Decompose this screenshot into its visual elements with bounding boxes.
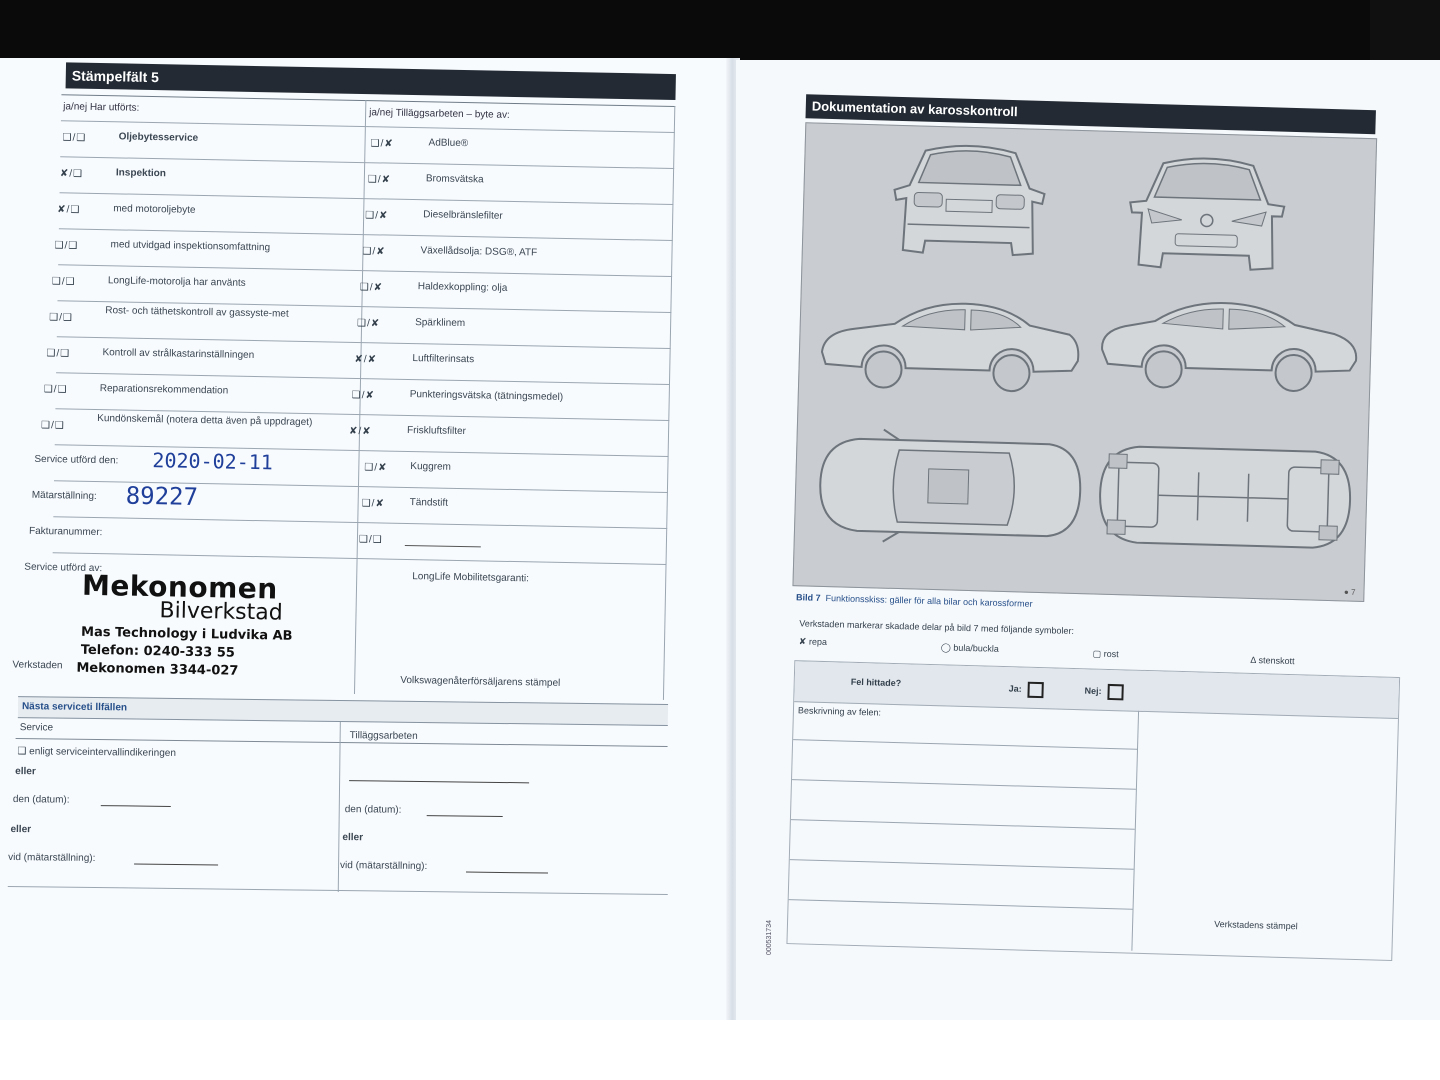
symbol-rust: ▢ rost xyxy=(1092,648,1119,660)
yes-checkbox[interactable] xyxy=(1027,682,1043,698)
done-checkbox[interactable]: ❑/❑ xyxy=(43,383,68,396)
extra-work-checkbox[interactable]: ❑/✘ xyxy=(370,138,394,150)
done-checkbox[interactable]: ✘/❑ xyxy=(57,204,81,216)
ns-interval: ❑ enligt serviceintervallindikeringen xyxy=(17,746,176,759)
extra-work-label: Friskluftsfilter xyxy=(406,424,467,438)
stamp-reg: Mekonomen 3344-027 xyxy=(76,660,239,679)
done-label: Oljebytesservice xyxy=(118,131,199,144)
ns-mileage: vid (mätarställning): xyxy=(8,851,96,865)
done-label: Kontroll av strålkastarinställningen xyxy=(102,347,255,362)
extra-work-label: Haldexkoppling: olja xyxy=(417,281,508,294)
row-service-date: Service utförd den: 2020-02-11 ❑/✘ Kuggrem xyxy=(54,444,669,493)
done-label: Inspektion xyxy=(115,167,167,180)
fault-description-label: Beskrivning av felen: xyxy=(797,705,882,718)
extra-work-checkbox[interactable]: ✘/✘ xyxy=(354,353,378,366)
background-dark-top xyxy=(0,0,1440,62)
done-label: med utvidgad inspektionsomfattning xyxy=(110,239,271,254)
done-label: Rost- och täthetskontroll av gassyste-met xyxy=(105,305,289,320)
car-top-view xyxy=(807,424,1090,552)
extra-work-label: Dieselbränslefilter xyxy=(423,209,503,222)
car-diagram xyxy=(792,122,1377,602)
car-rear-view xyxy=(882,140,1056,275)
col-left-header: ja/nej Har utförts: xyxy=(63,101,140,114)
left-page xyxy=(0,58,735,1020)
extra-work-label: AdBlue® xyxy=(428,137,469,150)
done-checkbox[interactable]: ❑/❑ xyxy=(46,348,71,360)
stamp-bilverkstad: Bilverkstad xyxy=(159,598,283,626)
next-service-col1: Service xyxy=(19,722,54,734)
car-side-right-view xyxy=(1093,291,1366,398)
symbol-scratch: ✘ repa xyxy=(798,636,828,648)
car-front-view xyxy=(1120,152,1294,287)
done-label: Kundönskemål (notera detta även på uppdraget) xyxy=(97,413,313,429)
done-checkbox[interactable]: ❑/❑ xyxy=(51,276,76,288)
done-checkbox[interactable]: ❑/❑ xyxy=(54,240,79,252)
car-underside-view xyxy=(1086,433,1359,560)
col-right-header: ja/nej Tilläggsarbeten – byte av: xyxy=(369,107,510,121)
figure-caption: Bild 7 Funktionsskiss: gäller för alla bilar och karossformer xyxy=(795,592,1033,609)
extra-work-checkbox[interactable]: ❑/✘ xyxy=(367,174,392,186)
no-checkbox[interactable] xyxy=(1107,684,1123,700)
stamp-phone: Telefon: 0240-333 55 xyxy=(80,642,236,661)
right-page xyxy=(736,60,1440,1020)
ns-date: den (datum): xyxy=(12,794,70,806)
service-by-label: Service utförd av: xyxy=(24,561,103,575)
mileage-handwritten: 89227 xyxy=(125,481,199,511)
done-checkbox[interactable]: ❑/❑ xyxy=(49,312,73,324)
figure-code: ● 7 xyxy=(1343,587,1356,597)
side-code: 000531734 xyxy=(766,920,773,956)
stamp-field-header: Stämpelfält 5 xyxy=(66,62,676,100)
symbol-dent: ◯ bula/buckla xyxy=(940,642,1000,654)
extra-work-label: Punkteringsvätska (tätningsmedel) xyxy=(409,389,564,403)
body-inspection-header: Dokumentation av karosskontroll xyxy=(805,94,1375,134)
fault-header: Fel hittade? Ja: Nej: xyxy=(794,661,1399,719)
next-service-header: Nästa serviceti llfällen xyxy=(21,701,128,714)
symbol-stone-chip: ∆ stenskott xyxy=(1250,654,1295,667)
extra-work-label: Luftfilterinsats xyxy=(412,353,475,366)
extra-work-checkbox[interactable]: ❑/✘ xyxy=(356,317,381,330)
done-checkbox[interactable]: ❑/❑ xyxy=(62,132,87,144)
extra-work-checkbox[interactable]: ❑/✘ xyxy=(362,246,386,258)
workshop-label: Verkstaden xyxy=(12,659,63,672)
fault-box xyxy=(786,660,1400,961)
done-checkbox[interactable]: ✘/❑ xyxy=(59,168,84,180)
service-date-handwritten: 2020-02-11 xyxy=(152,448,274,475)
stamp-company: Mas Technology i Ludvika AB xyxy=(80,624,293,644)
done-label: Reparationsrekommendation xyxy=(99,383,229,397)
next-service-col2: Tilläggsarbeten xyxy=(349,730,418,742)
row-mileage: Mätarställning: 89227 ❑/✘ Tändstift xyxy=(53,480,668,529)
done-label: med motoroljebyte xyxy=(113,203,196,216)
done-label: LongLife-motorolja har använts xyxy=(107,275,246,289)
next-service-section: Nästa serviceti llfällen Service Tilläggsarbeten ❑ enligt serviceintervallindikeringen eller den (datum): den (datum): eller eller vid (mätarställning): vid (mätarställning): xyxy=(0,54,743,1025)
extra-work-checkbox[interactable]: ❑/✘ xyxy=(351,389,375,402)
longlife-label: LongLife Mobilitetsgaranti: xyxy=(412,571,530,585)
extra-work-label: Växellådsolja: DSG®, ATF xyxy=(420,245,538,259)
workshop-stamp-label: Verkstadens stämpel xyxy=(1214,918,1298,932)
extra-work-label: Bromsvätska xyxy=(425,173,484,186)
row-invoice: Fakturanummer: ❑/❑ xyxy=(53,516,668,565)
stamp-mekonomen: Mekonomen xyxy=(81,568,279,606)
extra-work-checkbox[interactable]: ✘/✘ xyxy=(348,425,372,438)
extra-work-checkbox[interactable]: ❑/✘ xyxy=(359,282,384,294)
car-side-left-view xyxy=(813,292,1086,399)
mark-instruction: Verkstaden markerar skadade delar på bild 7 med följande symboler: xyxy=(799,618,1075,636)
done-checkbox[interactable]: ❑/❑ xyxy=(40,419,65,432)
body-inspection-form xyxy=(710,58,1440,1037)
extra-work-checkbox[interactable]: ❑/✘ xyxy=(365,210,389,222)
dealer-stamp-label: Volkswagenåterförsäljarens stämpel xyxy=(400,674,561,689)
extra-work-label: Spärklinem xyxy=(415,317,466,330)
